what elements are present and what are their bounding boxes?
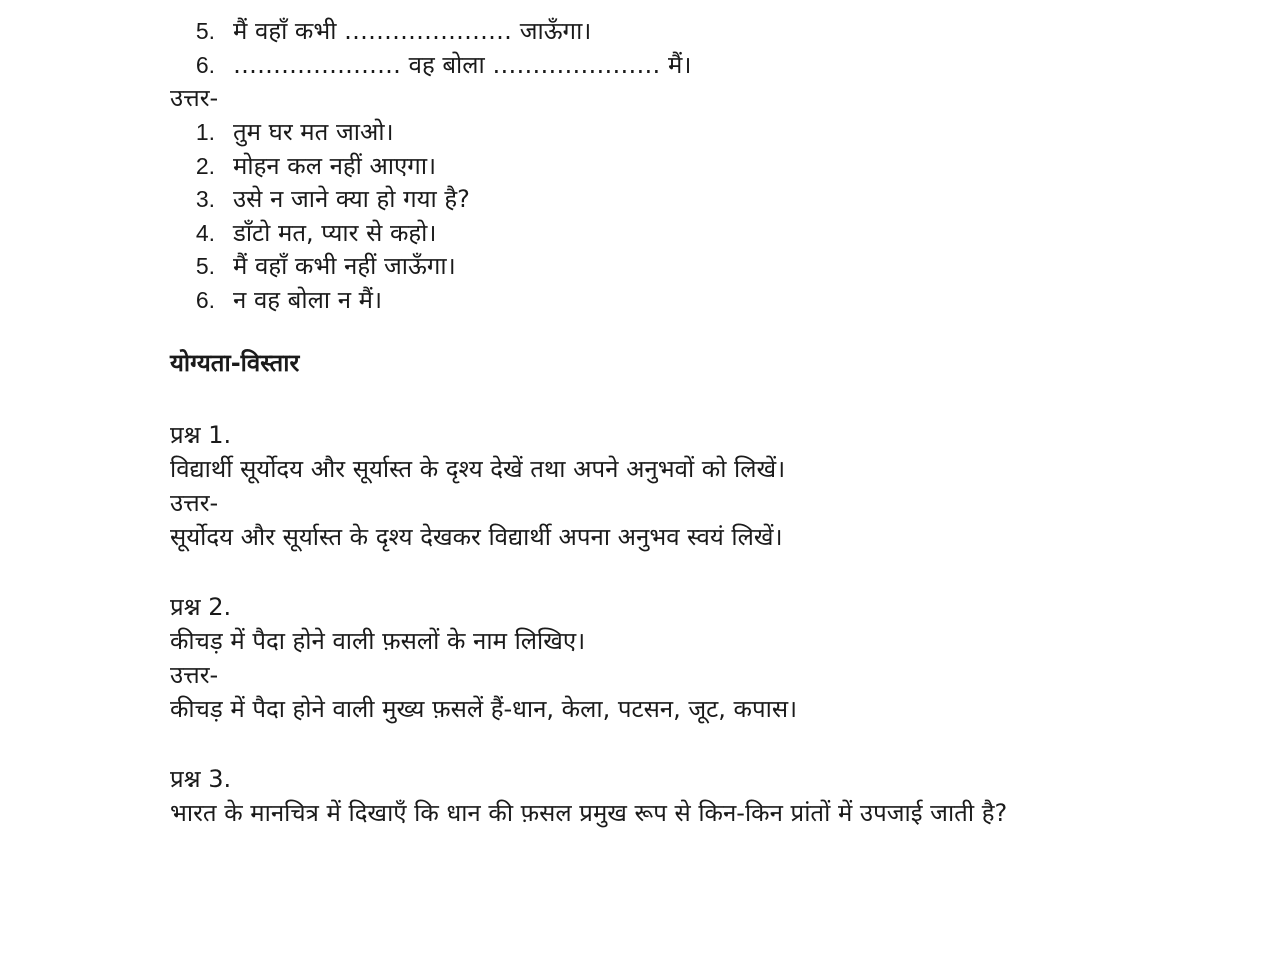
list-number: 5. [195,253,215,280]
question-block-3 [170,763,1230,831]
list-text: मैं वहाँ कभी ………………… जाऊँगा। [233,17,592,46]
list-number: 3. [195,186,215,213]
question-label: प्रश्न 1. [170,421,232,449]
list-item [170,284,1230,318]
list-item [170,250,1230,284]
list-text: डाँटो मत, प्यार से कहो। [233,218,437,247]
document-page [170,15,1230,867]
question-text: विद्यार्थी सूर्योदय और सूर्यास्त के दृश्य देखें तथा अपने अनुभवों को लिखें। [170,455,786,483]
list-item [170,183,1230,217]
question-label: प्रश्न 3. [170,765,232,793]
list-number: 4. [195,219,215,246]
answer-label: उत्तर- [170,84,219,112]
question-block-1 [170,419,1230,555]
list-item [170,49,1230,83]
list-number: 5. [195,18,215,45]
list-text: मोहन कल नहीं आएगा। [233,151,437,180]
answer-label: उत्तर- [170,489,219,517]
answer-text: सूर्योदय और सूर्यास्त के दृश्य देखकर विद्यार्थी अपना अनुभव स्वयं लिखें। [170,523,783,551]
list-number: 2. [195,152,215,179]
answer-list [170,116,1230,317]
list-text: मैं वहाँ कभी नहीं जाऊँगा। [233,252,456,281]
answer-label: उत्तर- [170,661,219,689]
list-number: 6. [195,51,215,78]
question-text: कीचड़ में पैदा होने वाली फ़सलों के नाम लिखिए। [170,627,586,655]
list-item [170,150,1230,184]
list-number: 1. [195,119,215,146]
list-text: ………………… वह बोला ………………… मैं। [233,50,692,79]
question-text: भारत के मानचित्र में दिखाएँ कि धान की फ़सल प्रमुख रूप से किन-किन प्रांतों में उपजाई जाती है? [170,799,1008,827]
question-block-2 [170,591,1230,727]
list-text: उसे न जाने क्या हो गया है? [233,185,470,214]
list-number: 6. [195,286,215,313]
list-item [170,15,1230,49]
exercise-list [170,15,1230,82]
list-item [170,116,1230,150]
section-heading: योग्यता-विस्तार [170,349,300,377]
list-item [170,217,1230,251]
question-label: प्रश्न 2. [170,593,232,621]
answer-text: कीचड़ में पैदा होने वाली मुख्य फ़सलें हैं-धान, केला, पटसन, जूट, कपास। [170,695,798,723]
list-text: न वह बोला न मैं। [233,285,383,314]
list-text: तुम घर मत जाओ। [233,118,394,147]
